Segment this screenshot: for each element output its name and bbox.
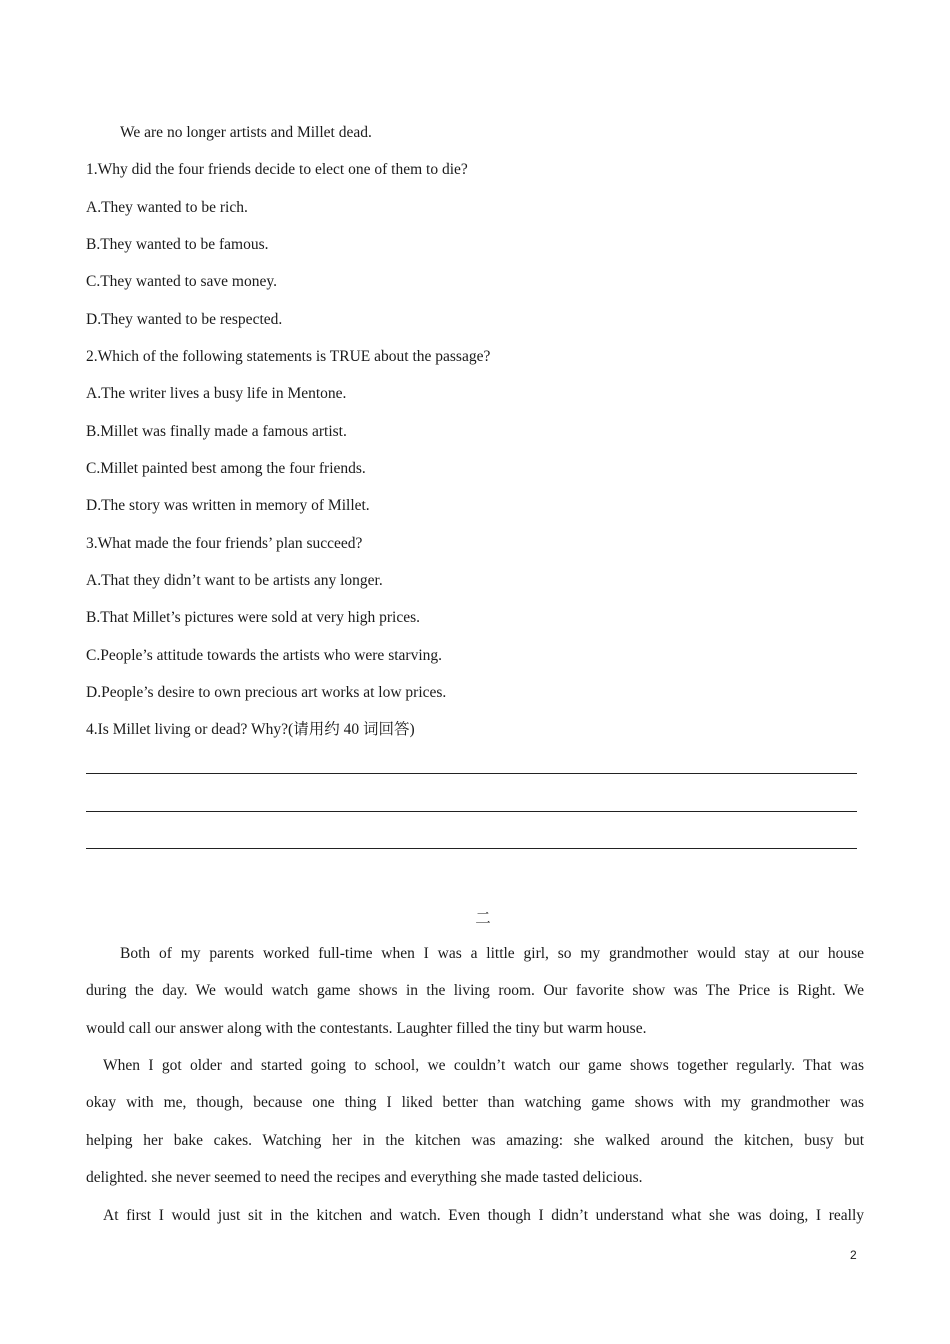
question-2-option-d: D.The story was written in memory of Millet. xyxy=(86,497,370,514)
question-2-option-b: B.Millet was finally made a famous artist. xyxy=(86,423,347,440)
passage-line: helping her bake cakes. Watching her in the kitchen was amazing: she walked around the kitchen, busy but xyxy=(86,1131,864,1149)
passage-paragraph-2 xyxy=(86,1056,864,1206)
question-3-option-a: A.That they didn’t want to be artists any longer. xyxy=(86,572,383,589)
question-2-option-a: A.The writer lives a busy life in Mentone. xyxy=(86,385,347,402)
passage-line: would call our answer along with the contestants. Laughter filled the tiny but warm house. xyxy=(86,1019,647,1037)
question-3-option-b: B.That Millet’s pictures were sold at very high prices. xyxy=(86,609,421,626)
passage-line: When I got older and started going to school, we couldn’t watch our game shows together regularly. That was xyxy=(103,1057,864,1074)
answer-line[interactable] xyxy=(86,848,857,849)
question-3-option-c: C.People’s attitude towards the artists who were starving. xyxy=(86,647,443,664)
page-number: 2 xyxy=(850,1248,857,1262)
section-heading: 二 xyxy=(475,910,491,927)
question-3-option-d: D.People’s desire to own precious art works at low prices. xyxy=(86,684,447,701)
passage-line: At first I would just sit in the kitchen and watch. Even though I didn’t understand what she was doing, I really xyxy=(103,1207,864,1224)
question-1-option-b: B.They wanted to be famous. xyxy=(86,236,269,253)
intro-line: We are no longer artists and Millet dead. xyxy=(120,124,372,141)
question-1-option-c: C.They wanted to save money. xyxy=(86,273,277,290)
passage-line: okay with me, though, because one thing I liked better than watching game shows with my grandmother was xyxy=(86,1094,864,1112)
question-4-stem: 4.Is Millet living or dead? Why?(请用约 40 词回答) xyxy=(86,721,415,738)
question-1-option-d: D.They wanted to be respected. xyxy=(86,311,283,328)
passage-line: Both of my parents worked full-time when I was a little girl, so my grandmother would stay at our house xyxy=(120,945,864,962)
question-2-option-c: C.Millet painted best among the four friends. xyxy=(86,460,366,477)
question-1-option-a: A.They wanted to be rich. xyxy=(86,199,248,216)
passage-line: during the day. We would watch game shows in the living room. Our favorite show was The Price is Right. We xyxy=(86,982,864,1000)
answer-line[interactable] xyxy=(86,811,857,812)
question-3-stem: 3.What made the four friends’ plan succeed? xyxy=(86,535,363,552)
question-2-stem: 2.Which of the following statements is TRUE about the passage? xyxy=(86,348,491,365)
passage-line: delighted. she never seemed to need the recipes and everything she made tasted delicious. xyxy=(86,1169,643,1187)
passage-paragraph-1 xyxy=(86,944,864,1056)
answer-line[interactable] xyxy=(86,773,857,774)
question-1-stem: 1.Why did the four friends decide to elect one of them to die? xyxy=(86,161,468,178)
passage-paragraph-3 xyxy=(86,1206,864,1243)
